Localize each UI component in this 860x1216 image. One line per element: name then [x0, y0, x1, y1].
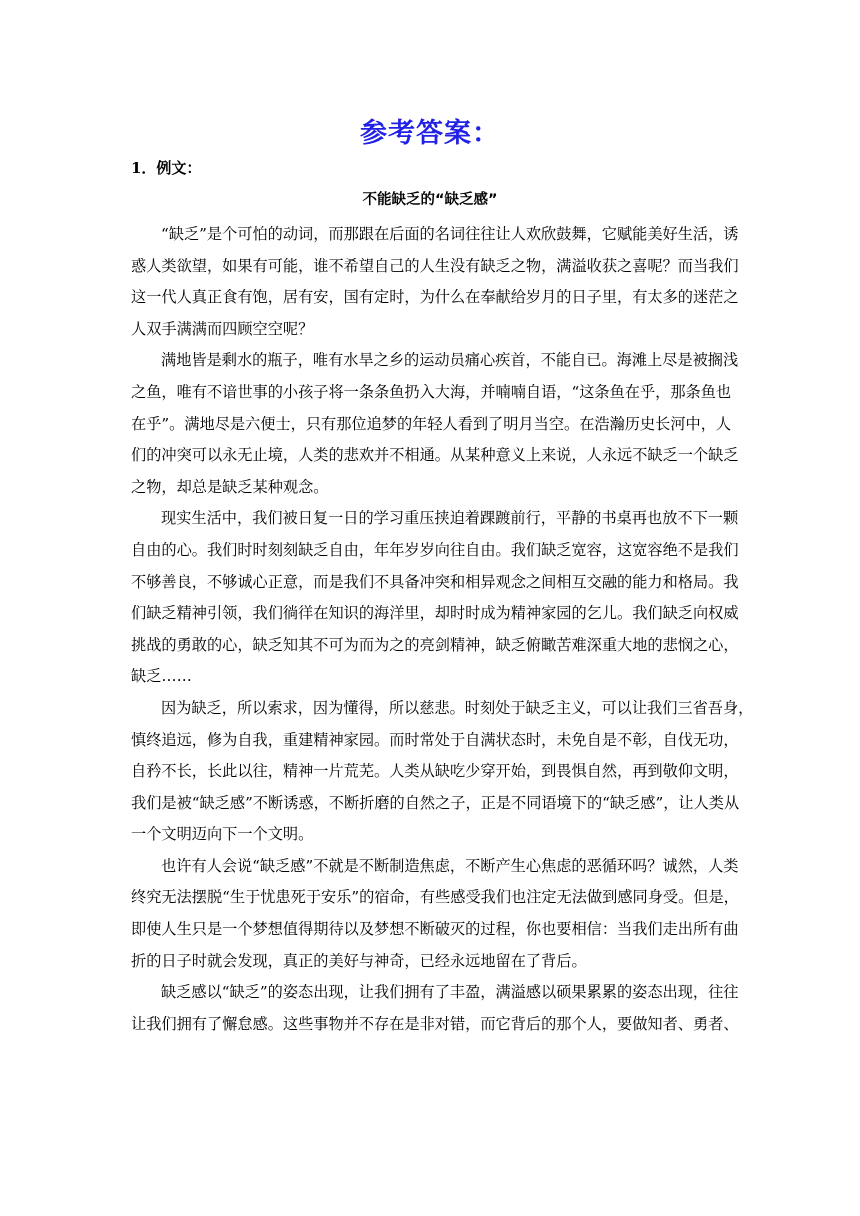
- essay-paragraph: [131, 350, 739, 508]
- essay-line: 一个文明迈向下一个文明。: [131, 825, 314, 844]
- answer-heading: 参考答案：: [360, 118, 500, 149]
- essay-line: 慎终追远，修为自我，重建精神家园。而时常处于自满状态时，未免自是不彰，自伐无功，: [131, 730, 739, 749]
- essay-paragraph: [131, 698, 754, 856]
- essay-line: 之鱼，唯有不谙世事的小孩子将一条条鱼扔入大海，并喃喃自语，“这条鱼在乎，那条鱼也: [131, 382, 732, 401]
- essay-line: 我们是被“缺乏感”不断诱惑，不断折磨的自然之子，正是不同语境下的“缺乏感”，让人类从: [131, 793, 740, 812]
- essay-line: 这一代人真正食有饱，居有安，国有定时，为什么在奉献给岁月的日子里，有太多的迷茫之: [131, 288, 739, 307]
- essay-line: 因为缺乏，所以索求，因为懂得，所以慈悲。时刻处于缺乏主义，可以让我们三省吾身，: [161, 698, 754, 717]
- essay-line: 惑人类欲望，如果有可能，谁不希望自己的人生没有缺乏之物，满溢收获之喜呢？而当我们: [131, 256, 739, 275]
- question-number: 1．例文：: [131, 159, 202, 177]
- essay-paragraph: [131, 982, 739, 1045]
- essay-line: 折的日子时就会发现，真正的美好与神奇，已经永远地留在了背后。: [131, 951, 587, 970]
- essay-line: 现实生活中，我们被日复一日的学习重压挟迫着踝踱前行，平静的书桌再也放不下一颗: [161, 509, 739, 528]
- essay-line: 在乎”。满地尽是六便士，只有那位追梦的年轻人看到了明月当空。在浩瀚历史长河中，人: [131, 414, 732, 433]
- essay-paragraph: [131, 224, 739, 350]
- essay-line: 挑战的勇敢的心，缺乏知其不可为而为之的亮剑精神，缺乏俯瞰苦难深重大地的悲悯之心，: [131, 635, 739, 654]
- essay-title: 不能缺乏的“缺乏感”: [362, 192, 498, 208]
- essay-paragraph: [131, 508, 739, 698]
- essay-line: 之物，却总是缺乏某种观念。: [131, 477, 329, 496]
- essay-line: “缺乏”是个可怕的动词，而那跟在后面的名词往往让人欢欣鼓舞，它赋能美好生活，诱: [161, 225, 739, 243]
- essay-line: 缺乏……: [131, 667, 192, 686]
- essay-line: 即使人生只是一个梦想值得期待以及梦想不断破灭的过程，你也要相信：当我们走出所有曲: [131, 920, 739, 939]
- essay-body: [131, 224, 754, 1045]
- essay-line: 们的冲突可以永无止境，人类的悲欢并不相通。从某种意义上来说，人永远不缺乏一个缺乏: [131, 446, 739, 465]
- essay-line: 也许有人会说“缺乏感”不就是不断制造焦虑，不断产生心焦虑的恶循环吗？诚然，人类: [161, 856, 739, 875]
- essay-line: 自矜不长，长此以往，精神一片荒芜。人类从缺吃少穿开始，到畏惧自然，再到敬仰文明，: [131, 762, 739, 781]
- essay-line: 满地皆是剩水的瓶子，唯有水旱之乡的运动员痛心疾首，不能自已。海滩上尽是被搁浅: [161, 351, 739, 370]
- essay-paragraph: [131, 856, 739, 982]
- essay-line: 让我们拥有了懈怠感。这些事物并不存在是非对错，而它背后的那个人，要做知者、勇者、: [131, 1014, 739, 1033]
- essay-line: 们缺乏精神引领，我们徜徉在知识的海洋里，却时时成为精神家园的乞儿。我们缺乏向权威: [131, 604, 739, 623]
- essay-line: 人双手满满而四顾空空呢？: [131, 319, 314, 338]
- essay-line: 自由的心。我们时时刻刻缺乏自由，年年岁岁向往自由。我们缺乏宽容，这宽容绝不是我们: [131, 540, 739, 559]
- essay-line: 不够善良，不够诚心正意，而是我们不具备冲突和相异观念之间相互交融的能力和格局。我: [131, 572, 739, 591]
- essay-line: 终究无法摆脱“生于忧患死于安乐”的宿命，有些感受我们也注定无法做到感同身受。但是，: [131, 888, 739, 907]
- essay-line: 缺乏感以“缺乏”的姿态出现，让我们拥有了丰盈，满溢感以硕果累累的姿态出现，往往: [161, 983, 739, 1002]
